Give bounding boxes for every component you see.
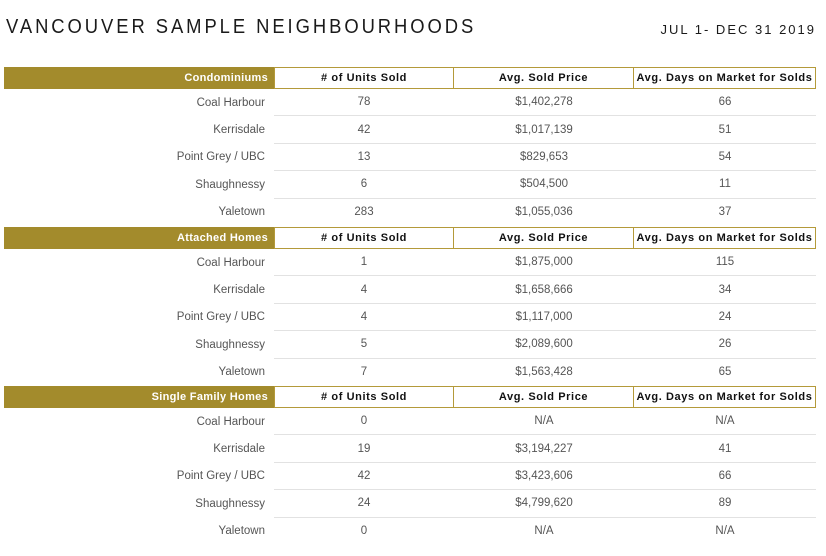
avg-price-cell: $1,402,278 [454, 89, 634, 116]
neighbourhood-name: Yaletown [218, 525, 265, 538]
table-row [4, 276, 816, 303]
table-header [4, 67, 816, 89]
avg-days-cell: 66 [634, 89, 816, 116]
neighbourhood-name: Shaughnessy [195, 338, 265, 351]
neighbourhood-name: Yaletown [218, 206, 265, 219]
table-row [4, 89, 816, 116]
units-sold-cell: 4 [274, 304, 454, 331]
units-sold-cell: 6 [274, 171, 454, 198]
units-sold-cell: 24 [274, 490, 454, 517]
neighbourhood-name: Point Grey / UBC [176, 151, 265, 164]
units-sold-cell: 42 [274, 116, 454, 143]
avg-days-cell: 65 [718, 366, 732, 379]
avg-price-cell: $4,799,620 [454, 490, 634, 517]
table-row [4, 171, 816, 198]
avg-price-cell: $1,875,000 [454, 249, 634, 276]
column-header-price: Avg. Sold Price [454, 227, 634, 249]
avg-price-cell: $3,423,606 [454, 463, 634, 490]
avg-days-cell: 24 [634, 304, 816, 331]
table-row [4, 199, 816, 226]
neighbourhood-name: Shaughnessy [195, 497, 265, 510]
units-sold-cell: 0 [274, 408, 454, 435]
column-header-units: # of Units Sold [274, 67, 454, 89]
column-header-units: # of Units Sold [274, 227, 454, 249]
avg-price-cell: $829,653 [454, 144, 634, 171]
table-section [4, 386, 816, 545]
table-row [4, 249, 816, 276]
units-sold-cell: 42 [274, 463, 454, 490]
units-sold-cell: 5 [274, 331, 454, 358]
table-row [4, 463, 816, 490]
avg-price-cell: $1,017,139 [454, 116, 634, 143]
column-header-days: Avg. Days on Market for Solds [634, 386, 816, 408]
avg-days-cell: N/A [715, 525, 735, 538]
column-header-price: Avg. Sold Price [454, 386, 634, 408]
avg-price-cell: $1,658,666 [454, 276, 634, 303]
avg-days-cell: 41 [634, 435, 816, 462]
table-section [4, 227, 816, 386]
column-header-days: Avg. Days on Market for Solds [634, 67, 816, 89]
neighbourhood-name: Coal Harbour [196, 256, 265, 269]
neighbourhood-name: Point Grey / UBC [176, 311, 265, 324]
table-row [4, 435, 816, 462]
avg-price-cell: $3,194,227 [454, 435, 634, 462]
table-row [4, 331, 816, 358]
page-title: VANCOUVER SAMPLE NEIGHBOURHOODS [6, 16, 477, 38]
units-sold-cell: 13 [274, 144, 454, 171]
avg-price-cell: $1,055,036 [515, 206, 573, 219]
column-header-price: Avg. Sold Price [454, 67, 634, 89]
table-row [4, 304, 816, 331]
avg-days-cell: 51 [634, 116, 816, 143]
avg-days-cell: 115 [634, 249, 816, 276]
units-sold-cell: 283 [354, 206, 374, 219]
avg-days-cell: 34 [634, 276, 816, 303]
avg-days-cell: 89 [634, 490, 816, 517]
neighbourhood-name: Kerrisdale [213, 124, 265, 137]
avg-days-cell: 37 [718, 206, 732, 219]
units-sold-cell: 7 [360, 366, 368, 379]
neighbourhood-name: Coal Harbour [196, 415, 265, 428]
table-row [4, 359, 816, 386]
column-header-days: Avg. Days on Market for Solds [634, 227, 816, 249]
neighbourhood-name: Kerrisdale [213, 443, 265, 456]
table-row [4, 144, 816, 171]
avg-days-cell: N/A [634, 408, 816, 435]
avg-price-cell: $1,117,000 [454, 304, 634, 331]
category-label: Condominiums [4, 67, 274, 89]
table-row [4, 408, 816, 435]
table-header [4, 386, 816, 408]
column-header-units: # of Units Sold [274, 386, 454, 408]
table-row [4, 116, 816, 143]
neighbourhood-name: Yaletown [218, 366, 265, 379]
table-section [4, 67, 816, 226]
avg-price-cell: $2,089,600 [454, 331, 634, 358]
units-sold-cell: 1 [274, 249, 454, 276]
neighbourhood-name: Point Grey / UBC [176, 470, 265, 483]
neighbourhood-name: Kerrisdale [213, 284, 265, 297]
table-row [4, 490, 816, 517]
avg-days-cell: 54 [634, 144, 816, 171]
table-row [4, 518, 816, 545]
avg-days-cell: 66 [634, 463, 816, 490]
avg-price-cell: $504,500 [454, 171, 634, 198]
category-label: Single Family Homes [4, 386, 274, 408]
avg-price-cell: N/A [534, 525, 554, 538]
table-header [4, 227, 816, 249]
date-range: JUL 1- DEC 31 2019 [660, 22, 816, 37]
units-sold-cell: 4 [274, 276, 454, 303]
avg-days-cell: 26 [634, 331, 816, 358]
avg-price-cell: N/A [454, 408, 634, 435]
units-sold-cell: 0 [360, 525, 368, 538]
neighbourhood-name: Shaughnessy [195, 178, 265, 191]
units-sold-cell: 78 [274, 89, 454, 116]
units-sold-cell: 19 [274, 435, 454, 462]
avg-days-cell: 11 [634, 171, 816, 198]
category-label: Attached Homes [4, 227, 274, 249]
avg-price-cell: $1,563,428 [515, 366, 573, 379]
neighbourhood-name: Coal Harbour [196, 96, 265, 109]
